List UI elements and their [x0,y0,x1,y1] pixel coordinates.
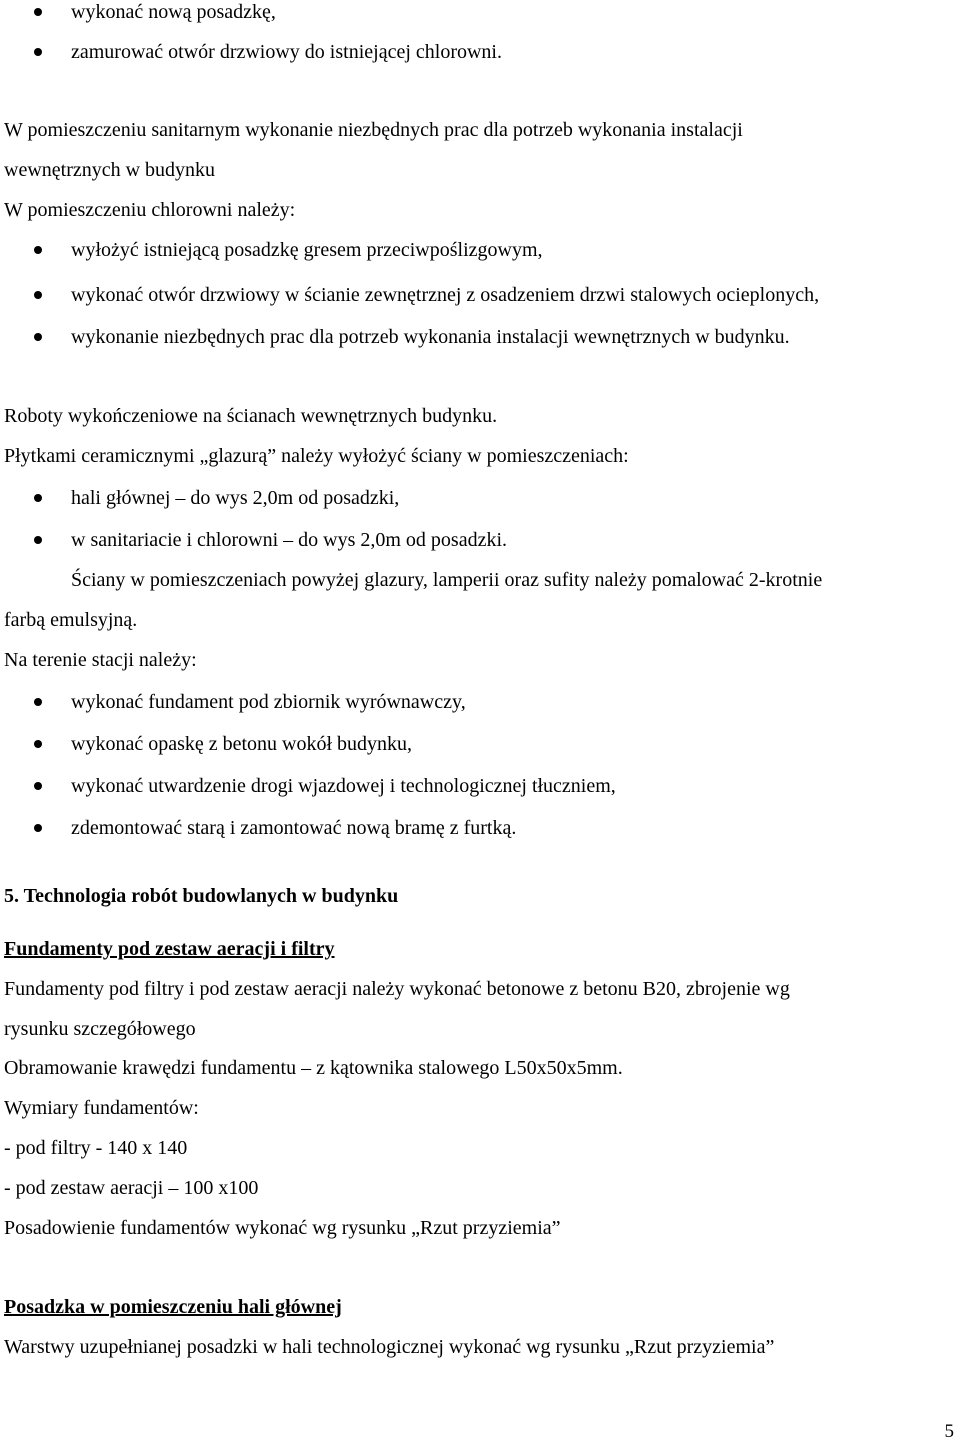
tiles-intro: Płytkami ceramicznymi „glazurą” należy wyłożyć ściany w pomieszczeniach: [4,445,629,467]
bullet-icon [34,782,42,790]
station-intro: Na terenie stacji należy: [4,649,197,671]
floor-heading: Posadzka w pomieszczeniu hali głównej [4,1296,342,1318]
list-item-text: wykonać fundament pod zbiornik wyrównawczy, [71,691,466,713]
list-item-text: wykonanie niezbędnych prac dla potrzeb wykonania instalacji wewnętrznych w budynku. [71,326,790,348]
list-item-text: wykonać nową posadzkę, [71,1,276,23]
bullet-icon [34,333,42,341]
list-item-text: zdemontować starą i zamontować nową bramę z furtką. [71,817,517,839]
section-heading: 5. Technologia robót budowlanych w budynku [4,885,399,907]
foundations-heading: Fundamenty pod zestaw aeracji i filtry [4,938,335,960]
placement-line: Posadowienie fundamentów wykonać wg rysunku „Rzut przyziemia” [4,1217,561,1239]
list-item-text: wyłożyć istniejącą posadzkę gresem przeciwpoślizgowym, [71,239,543,261]
bullet-icon [34,291,42,299]
bullet-icon [34,698,42,706]
finishing-heading: Roboty wykończeniowe na ścianach wewnętrznych budynku. [4,405,498,427]
bullet-icon [34,246,42,254]
floor-line: Warstwy uzupełnianej posadzki w hali technologicznej wykonać wg rysunku „Rzut przyziemia” [4,1336,775,1358]
list-item-text: wykonać opaskę z betonu wokół budynku, [71,733,413,755]
bullet-icon [34,740,42,748]
bullet-icon [34,536,42,544]
list-item-text: hali głównej – do wys 2,0m od posadzki, [71,487,400,509]
walls-paragraph-line-1: Ściany w pomieszczeniach powyżej glazury, lamperii oraz sufity należy pomalować 2-krotnie [71,569,823,591]
page-number: 5 [944,1421,954,1442]
bullet-icon [34,494,42,502]
dimensions-intro: Wymiary fundamentów: [4,1097,199,1119]
chlorine-intro: W pomieszczeniu chlorowni należy: [4,199,296,221]
list-item-text: wykonać otwór drzwiowy w ścianie zewnętrznej z osadzeniem drzwi stalowych ocieplonych, [71,284,820,306]
list-item-text: wykonać utwardzenie drogi wjazdowej i technologicznej tłuczniem, [71,775,616,797]
walls-paragraph-line-2: farbą emulsyjną. [4,609,138,631]
list-item-text: zamurować otwór drzwiowy do istniejącej chlorowni. [71,41,502,63]
list-item-text: w sanitariacie i chlorowni – do wys 2,0m od posadzki. [71,529,508,551]
dimension-aeration: - pod zestaw aeracji – 100 x100 [4,1177,259,1199]
foundations-paragraph-line-2: rysunku szczegółowego [4,1018,196,1040]
paragraph-sanitary-line-1: W pomieszczeniu sanitarnym wykonanie niezbędnych prac dla potrzeb wykonania instalacji [4,119,743,141]
bullet-icon [34,48,42,56]
bullet-icon [34,8,42,16]
edging-line: Obramowanie krawędzi fundamentu – z kątownika stalowego L50x50x5mm. [4,1057,623,1079]
bullet-icon [34,824,42,832]
paragraph-sanitary-line-2: wewnętrznych w budynku [4,159,216,181]
foundations-paragraph-line-1: Fundamenty pod filtry i pod zestaw aeracji należy wykonać betonowe z betonu B20, zbrojenie wg [4,978,790,1000]
dimension-filters: - pod filtry - 140 x 140 [4,1137,188,1159]
